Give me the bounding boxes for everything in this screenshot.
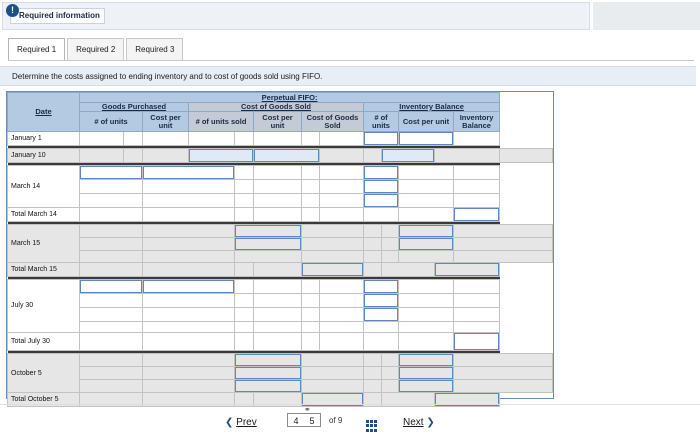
fifo-table — [6, 91, 554, 403]
page-indicator — [287, 413, 342, 427]
goods-purchased-header: Goods Purchased — [80, 103, 189, 112]
mar15-sold-units-input-2[interactable] — [235, 238, 302, 251]
jan10-sold-units-input[interactable] — [189, 149, 254, 163]
tab-required-1[interactable]: Required 1 — [8, 38, 65, 60]
link-icon: ⚭ — [304, 405, 311, 414]
total-july-30-balance-input[interactable] — [454, 333, 500, 351]
jan10-sold-cost-input[interactable] — [254, 149, 320, 163]
requirement-tabs — [8, 38, 185, 60]
row-label-total-march-15: Total March 15 — [8, 262, 80, 276]
mar14-balance-units-input-1[interactable] — [364, 166, 399, 180]
jan10-balance-units-input[interactable] — [382, 149, 435, 163]
next-label: Next — [403, 417, 424, 428]
instruction-text: Determine the costs assigned to ending inventory and to cost of goods sold using FIFO. — [0, 66, 696, 86]
page-number-a: 4 — [293, 416, 299, 426]
mar15-balance-units-input-1[interactable] — [399, 225, 454, 238]
purchased-units-header: # of units — [80, 112, 143, 132]
balance-total-header: Inventory Balance — [454, 112, 500, 132]
oct5-balance-units-input-3[interactable] — [399, 380, 454, 393]
row-label-october-5: October 5 — [8, 354, 80, 393]
sold-units-header: # of units sold — [189, 112, 254, 132]
oct5-balance-units-input-2[interactable] — [399, 367, 454, 380]
row-label-total-march-14: Total March 14 — [8, 208, 80, 222]
total-march-14-balance-input[interactable] — [454, 208, 500, 222]
mar14-purchased-units-input[interactable] — [80, 166, 143, 180]
page-number-b: 5 — [309, 416, 315, 426]
tab-divider — [8, 60, 694, 61]
jan1-balance-units-input[interactable] — [364, 132, 399, 146]
sold-cost-header: Cost per unit — [254, 112, 302, 132]
balance-cost-header: Cost per unit — [399, 112, 454, 132]
oct5-balance-units-input-1[interactable] — [399, 354, 454, 367]
jul30-balance-units-input-1[interactable] — [364, 279, 399, 293]
mar15-balance-units-input-2[interactable] — [399, 238, 454, 251]
prev-button[interactable] — [225, 417, 257, 428]
required-information-banner — [0, 0, 700, 30]
row-label-total-july-30: Total July 30 — [8, 333, 80, 351]
jul30-purchased-units-input[interactable] — [80, 279, 143, 293]
tab-required-3[interactable]: Required 3 — [126, 38, 183, 60]
oct5-sold-units-input-2[interactable] — [235, 367, 302, 380]
jul30-balance-units-input-3[interactable] — [364, 307, 399, 321]
tab-required-2[interactable]: Required 2 — [67, 38, 124, 60]
prev-label: Prev — [236, 417, 257, 428]
page-selector[interactable] — [287, 413, 321, 427]
mar14-balance-units-input-2[interactable] — [364, 180, 399, 194]
banner-side-panel — [593, 2, 700, 30]
grid-icon[interactable] — [366, 420, 378, 432]
date-header: Date — [8, 93, 80, 132]
mar14-purchased-cost-input[interactable] — [143, 166, 235, 180]
question-navigation — [0, 404, 700, 441]
row-label-march-15: March 15 — [8, 225, 80, 263]
row-label-march-14: March 14 — [8, 166, 80, 208]
jan1-balance-cost-input[interactable] — [399, 132, 454, 146]
jul30-balance-units-input-2[interactable] — [364, 293, 399, 307]
required-information-label: Required information — [10, 8, 105, 24]
row-label-july-30: July 30 — [8, 279, 80, 333]
row-label-total-october-5: Total October 5 — [8, 393, 80, 407]
next-button[interactable] — [403, 417, 435, 428]
inventory-balance-header: Inventory Balance — [364, 103, 500, 112]
purchased-cost-header: Cost per unit — [143, 112, 189, 132]
page-count: of 9 — [329, 415, 343, 425]
mar15-sold-units-input-1[interactable] — [235, 225, 302, 238]
mar14-balance-units-input-3[interactable] — [364, 194, 399, 208]
row-label-january-10: January 10 — [8, 149, 80, 163]
jul30-purchased-cost-input[interactable] — [143, 279, 235, 293]
info-icon: ! — [6, 4, 19, 17]
total-march-15-balance-input[interactable] — [435, 262, 500, 276]
table-title: Perpetual FIFO: — [80, 93, 500, 103]
cost-of-goods-sold-header: Cost of Goods Sold — [189, 103, 364, 112]
balance-units-header: # of units — [364, 112, 399, 132]
sold-total-header: Cost of Goods Sold — [302, 112, 364, 132]
chevron-right-icon: ❯ — [426, 417, 435, 428]
oct5-sold-units-input-1[interactable] — [235, 354, 302, 367]
chevron-left-icon: ❮ — [225, 417, 234, 428]
total-march-15-cogs-input[interactable] — [302, 262, 364, 276]
oct5-sold-units-input-3[interactable] — [235, 380, 302, 393]
row-label-january-1: January 1 — [8, 132, 80, 146]
